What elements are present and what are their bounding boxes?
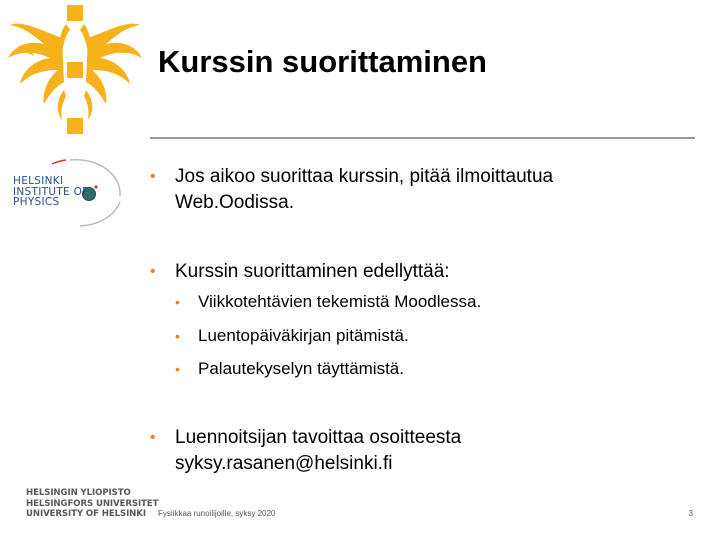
bullet-text: Luennoitsijan tavoittaa osoitteesta [175, 427, 462, 448]
bullet-text: Jos aikoo suorittaa kurssin, pitää ilmoittautua [175, 166, 554, 187]
sub-bullet-item [175, 357, 404, 381]
sub-bullet-item [175, 290, 481, 314]
bullet-item [150, 259, 450, 285]
bullet-icon: • [175, 361, 180, 377]
institute-line: PHYSICS [13, 196, 60, 208]
bullet-icon: • [175, 328, 180, 344]
footer-text: Fysiikkaa runoilijoille, syksy 2020 [158, 509, 276, 518]
bullet-icon: • [175, 294, 180, 310]
sub-bullet-text: Luentopäiväkirjan pitämistä. [198, 326, 409, 345]
university-name-logo [26, 488, 158, 520]
bullet-icon: • [150, 263, 156, 280]
institute-line: INSTITUTE OF [13, 185, 89, 198]
bullet-text: Kurssin suorittaminen edellyttää: [175, 261, 450, 282]
slide-title: Kurssin suorittaminen [158, 44, 487, 79]
institute-line: HELSINKI [13, 175, 64, 187]
university-name-line: HELSINGFORS UNIVERSITET [26, 498, 159, 509]
sub-bullet-item [175, 324, 409, 348]
bullet-text: Web.Oodissa. [175, 192, 294, 213]
university-name-line: HELSINGIN YLIOPISTO [26, 488, 131, 498]
bullet-text: syksy.rasanen@helsinki.fi [175, 453, 393, 474]
university-name-line: UNIVERSITY OF HELSINKI [26, 509, 146, 519]
institute-logo-text [13, 176, 89, 208]
title-divider [150, 137, 695, 139]
bullet-icon: • [150, 429, 156, 446]
bullet-item [150, 164, 553, 216]
sub-bullet-text: Viikkotehtävien tekemistä Moodlessa. [198, 292, 482, 311]
sub-bullet-text: Palautekyselyn täyttämistä. [198, 359, 404, 378]
page-number: 3 [688, 509, 693, 518]
university-flame-logo [0, 0, 150, 150]
bullet-icon: • [150, 168, 156, 185]
bullet-item [150, 425, 461, 477]
